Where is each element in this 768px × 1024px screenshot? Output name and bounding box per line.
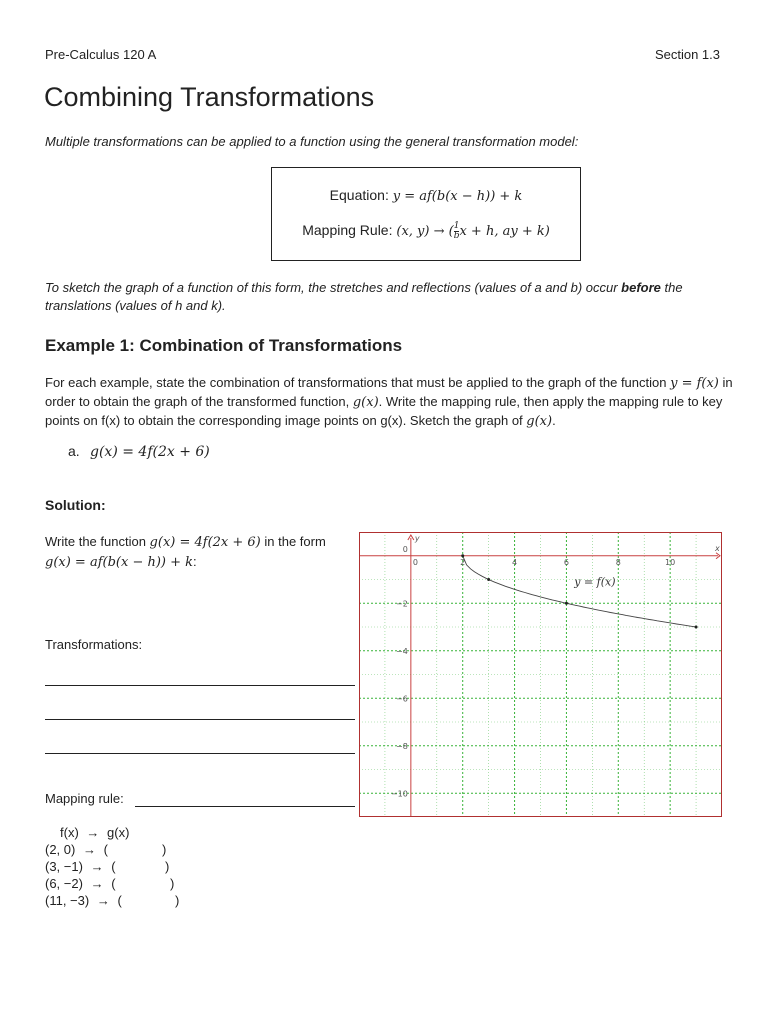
fraction-numerator: 1: [453, 221, 460, 231]
graph-grid[interactable]: [359, 532, 722, 817]
function-curve: [461, 554, 697, 628]
mapping-header-fx: f(x): [60, 825, 79, 840]
x-tick-label: 8: [615, 557, 621, 567]
key-point: [565, 602, 568, 605]
write-text-part-1: Write the function: [45, 534, 150, 549]
mapping-point: (2, 0): [45, 842, 76, 857]
arrow-icon: →: [90, 859, 104, 874]
mapping-header-gx: g(x): [107, 825, 130, 840]
instructions-part-1: For each example, state the combination of transformations that must be applied to the graph of the function: [45, 375, 671, 390]
mapping-rule-blank[interactable]: [135, 806, 355, 807]
x-tick-label: 2: [460, 557, 466, 567]
image-point-close: ): [165, 859, 170, 874]
course-name: Pre-Calculus 120 A: [45, 47, 157, 62]
write-function-text: [45, 532, 345, 572]
mapping-rule-right: x + h, ay + k): [459, 224, 550, 240]
transformation-blank-3[interactable]: [45, 753, 355, 754]
x-tick-label: 6: [563, 557, 569, 567]
sketch-note-before: To sketch the graph of a function of this form, the stretches and reflections (values of a and b) occur: [45, 280, 622, 295]
write-text-part-2: in the form: [260, 534, 326, 549]
grid-lines: [359, 532, 722, 817]
mapping-point: (3, −1): [45, 859, 83, 874]
mapping-rule-left: (x, y) → (: [396, 224, 454, 240]
image-point-close: ): [170, 876, 175, 891]
image-point-open: (: [117, 893, 122, 908]
part-a: [68, 443, 210, 460]
instructions-part-3: . Write the mapping rule, then apply the mapping rule to key points on f(x) to obtain the corresponding image points on g(x). Sketch the graph of: [45, 394, 723, 428]
x-axis-label: x: [715, 543, 720, 553]
key-point: [487, 578, 490, 581]
sketch-note-emphasis: before: [621, 280, 661, 295]
key-point: [695, 626, 698, 629]
write-text-math-1: g(x) = 4f(2x + 6): [149, 535, 261, 550]
fraction-denominator: b: [453, 231, 460, 241]
mapping-row: [45, 859, 170, 874]
curve-line: [463, 556, 696, 627]
example-heading: Example 1: Combination of Transformations: [45, 336, 403, 355]
transformations-label: Transformations:: [45, 637, 143, 652]
mapping-row: [45, 876, 175, 891]
mapping-rule-line: [272, 222, 580, 241]
instructions-part-4: .: [552, 413, 556, 428]
sketch-note-after: the translations (values of h and k).: [45, 280, 683, 313]
image-point-close: ): [175, 893, 180, 908]
formula-box: [271, 167, 581, 261]
transformation-blank-2[interactable]: [45, 719, 355, 720]
part-a-expression: g(x) = 4f(2x + 6): [90, 444, 210, 460]
write-text-math-2: g(x) = af(b(x − h)) + k: [45, 555, 194, 570]
y-tick-label: −4: [396, 646, 408, 656]
x-tick-label: 4: [512, 557, 518, 567]
x-tick-label: 10: [665, 557, 676, 567]
axes: [359, 535, 720, 817]
x-tick-label: 0: [412, 557, 418, 567]
mapping-point: (11, −3): [45, 893, 90, 908]
arrow-icon: →: [96, 893, 110, 908]
instructions-math-2: g(x): [352, 395, 379, 410]
mapping-row: [45, 842, 167, 857]
y-tick-label: −8: [396, 741, 408, 751]
equation-formula: y = af(b(x − h)) + k: [392, 189, 523, 204]
instructions-math-3: g(x): [526, 414, 553, 429]
image-point-open: (: [111, 859, 116, 874]
mapping-table-header: [60, 825, 129, 840]
solution-label: Solution:: [45, 497, 106, 513]
y-tick-label: −6: [396, 694, 408, 704]
instructions-paragraph: [45, 374, 735, 431]
mapping-rule-label: Mapping rule:: [45, 791, 124, 806]
y-axis-label: y: [414, 534, 420, 543]
part-a-label: a.: [68, 443, 80, 459]
instructions-math-1: y = f(x): [670, 376, 719, 391]
arrow-icon: →: [90, 876, 104, 891]
y-tick-label: −2: [396, 599, 408, 609]
key-point: [461, 554, 464, 557]
image-point-open: (: [103, 842, 108, 857]
tick-labels: [391, 534, 720, 798]
section-number: Section 1.3: [654, 47, 720, 62]
page-title: Combining Transformations: [44, 82, 375, 112]
equation-label: Equation:: [329, 187, 389, 203]
curve-label: y = f(x): [574, 575, 616, 589]
image-point-close: ): [162, 842, 167, 857]
y-tick-label: 0: [402, 544, 408, 554]
mapping-point: (6, −2): [45, 876, 83, 891]
arrow-icon: →: [82, 842, 96, 857]
intro-text: Multiple transformations can be applied to a function using the general transformation model:: [45, 134, 579, 149]
equation-line: [272, 187, 580, 204]
sketch-note: [45, 279, 735, 315]
write-text-part-3: :: [193, 554, 197, 569]
y-tick-label: −10: [390, 789, 408, 799]
mapping-rule-box-label: Mapping Rule:: [302, 222, 393, 239]
mapping-row: [45, 893, 180, 908]
image-point-open: (: [111, 876, 116, 891]
transformation-blank-1[interactable]: [45, 685, 355, 686]
instructions-part-2: in order to obtain the graph of the transformed function,: [45, 375, 733, 409]
arrow-icon: →: [86, 825, 100, 840]
